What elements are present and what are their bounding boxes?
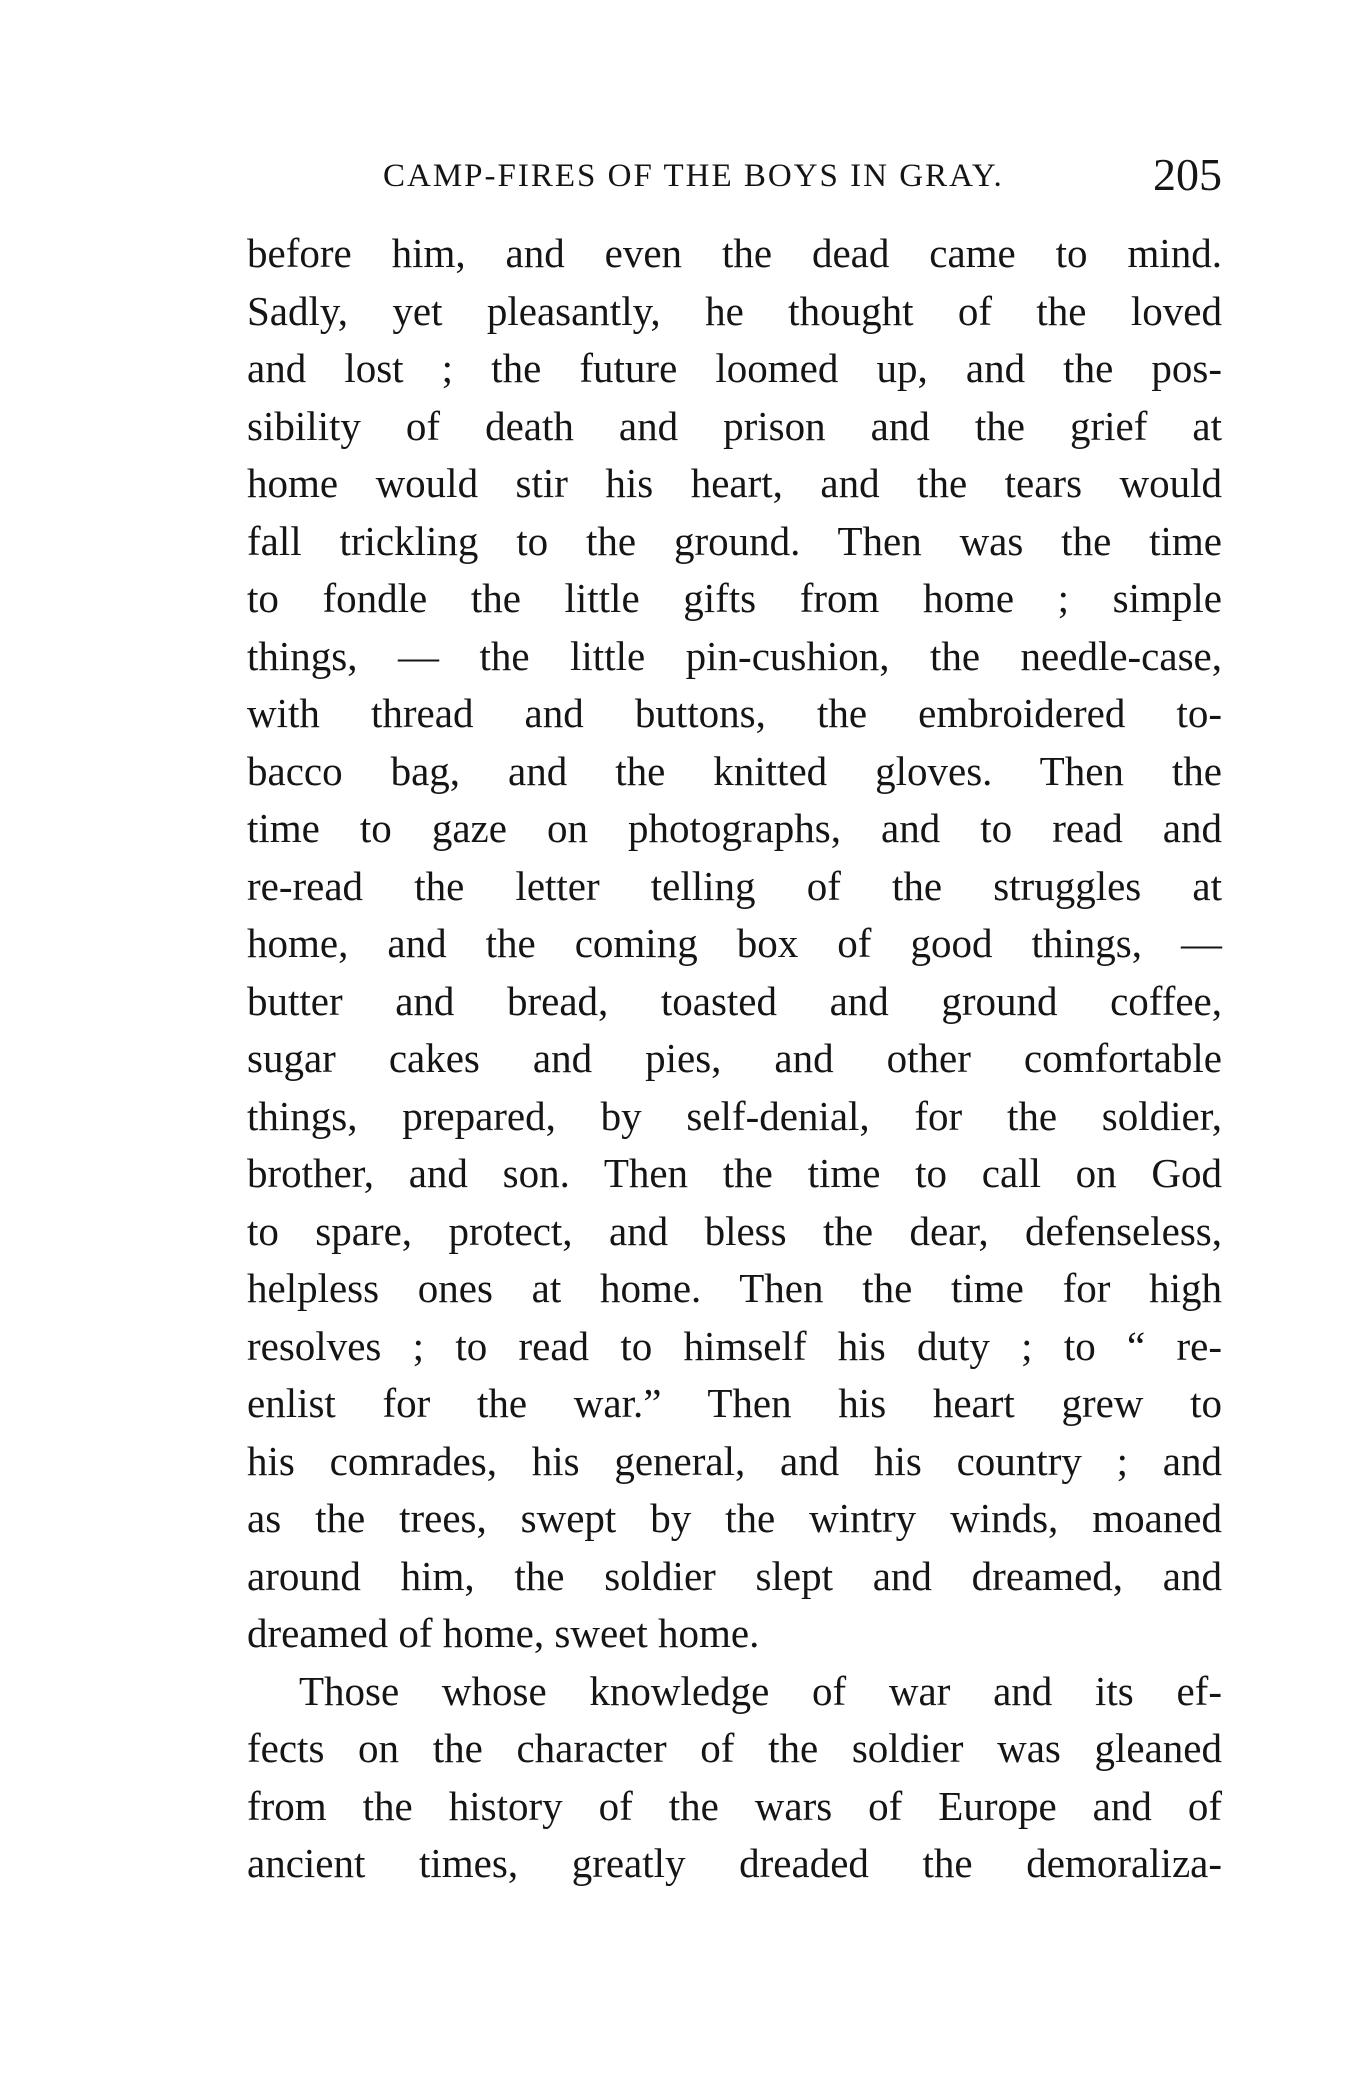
paragraph-2	[247, 1663, 1222, 1893]
running-head	[250, 148, 1222, 208]
text-line: with thread and buttons, the embroidered to-	[247, 690, 1222, 736]
running-title: CAMP-FIRES OF THE BOYS IN GRAY.	[383, 158, 1004, 194]
text-line: around him, the soldier slept and dreamed, and	[247, 1552, 1222, 1599]
paragraph-1	[247, 225, 1222, 1663]
text-line: Those whose knowledge of war and its ef-	[299, 1667, 1222, 1714]
text-line: bacco bag, and the knitted gloves. Then the	[247, 747, 1222, 794]
text-line: dreamed of home, sweet home.	[247, 1610, 760, 1656]
text-line: Sadly, yet pleasantly, he thought of the loved	[247, 287, 1222, 334]
text-line: fall trickling to the ground. Then was the time	[247, 517, 1222, 564]
text-line: enlist for the war.” Then his heart grew to	[247, 1380, 1222, 1426]
text-line: his comrades, his general, and his country ; and	[247, 1437, 1222, 1484]
text-line: resolves ; to read to himself his duty ; to “ re-	[247, 1322, 1222, 1369]
text-line: and lost ; the future loomed up, and the pos-	[247, 345, 1222, 391]
body-text	[247, 225, 1222, 1893]
text-line: helpless ones at home. Then the time for high	[247, 1265, 1222, 1311]
text-line: as the trees, swept by the wintry winds, moaned	[247, 1495, 1222, 1541]
text-line: sibility of death and prison and the grief at	[247, 402, 1222, 449]
text-line: home would stir his heart, and the tears would	[247, 460, 1222, 506]
text-line: fects on the character of the soldier was gleaned	[247, 1725, 1222, 1771]
text-line: home, and the coming box of good things, —	[247, 920, 1222, 966]
page-number: 205	[1153, 149, 1222, 200]
text-line: things, — the little pin-cushion, the needle-case,	[247, 632, 1222, 679]
text-line: brother, and son. Then the time to call on God	[247, 1150, 1222, 1196]
text-line: re-read the letter telling of the struggles at	[247, 862, 1222, 909]
text-line: ancient times, greatly dreaded the demoraliza-	[247, 1840, 1222, 1886]
text-line: sugar cakes and pies, and other comfortable	[247, 1035, 1222, 1081]
text-line: butter and bread, toasted and ground coffee,	[247, 977, 1222, 1024]
text-line: time to gaze on photographs, and to read and	[247, 805, 1222, 851]
text-line: to fondle the little gifts from home ; simple	[247, 575, 1222, 621]
text-line: things, prepared, by self-denial, for the soldier,	[247, 1092, 1222, 1139]
text-line: before him, and even the dead came to mind.	[247, 230, 1222, 276]
text-line: to spare, protect, and bless the dear, defenseless,	[247, 1207, 1222, 1254]
text-line: from the history of the wars of Europe and of	[247, 1782, 1222, 1829]
